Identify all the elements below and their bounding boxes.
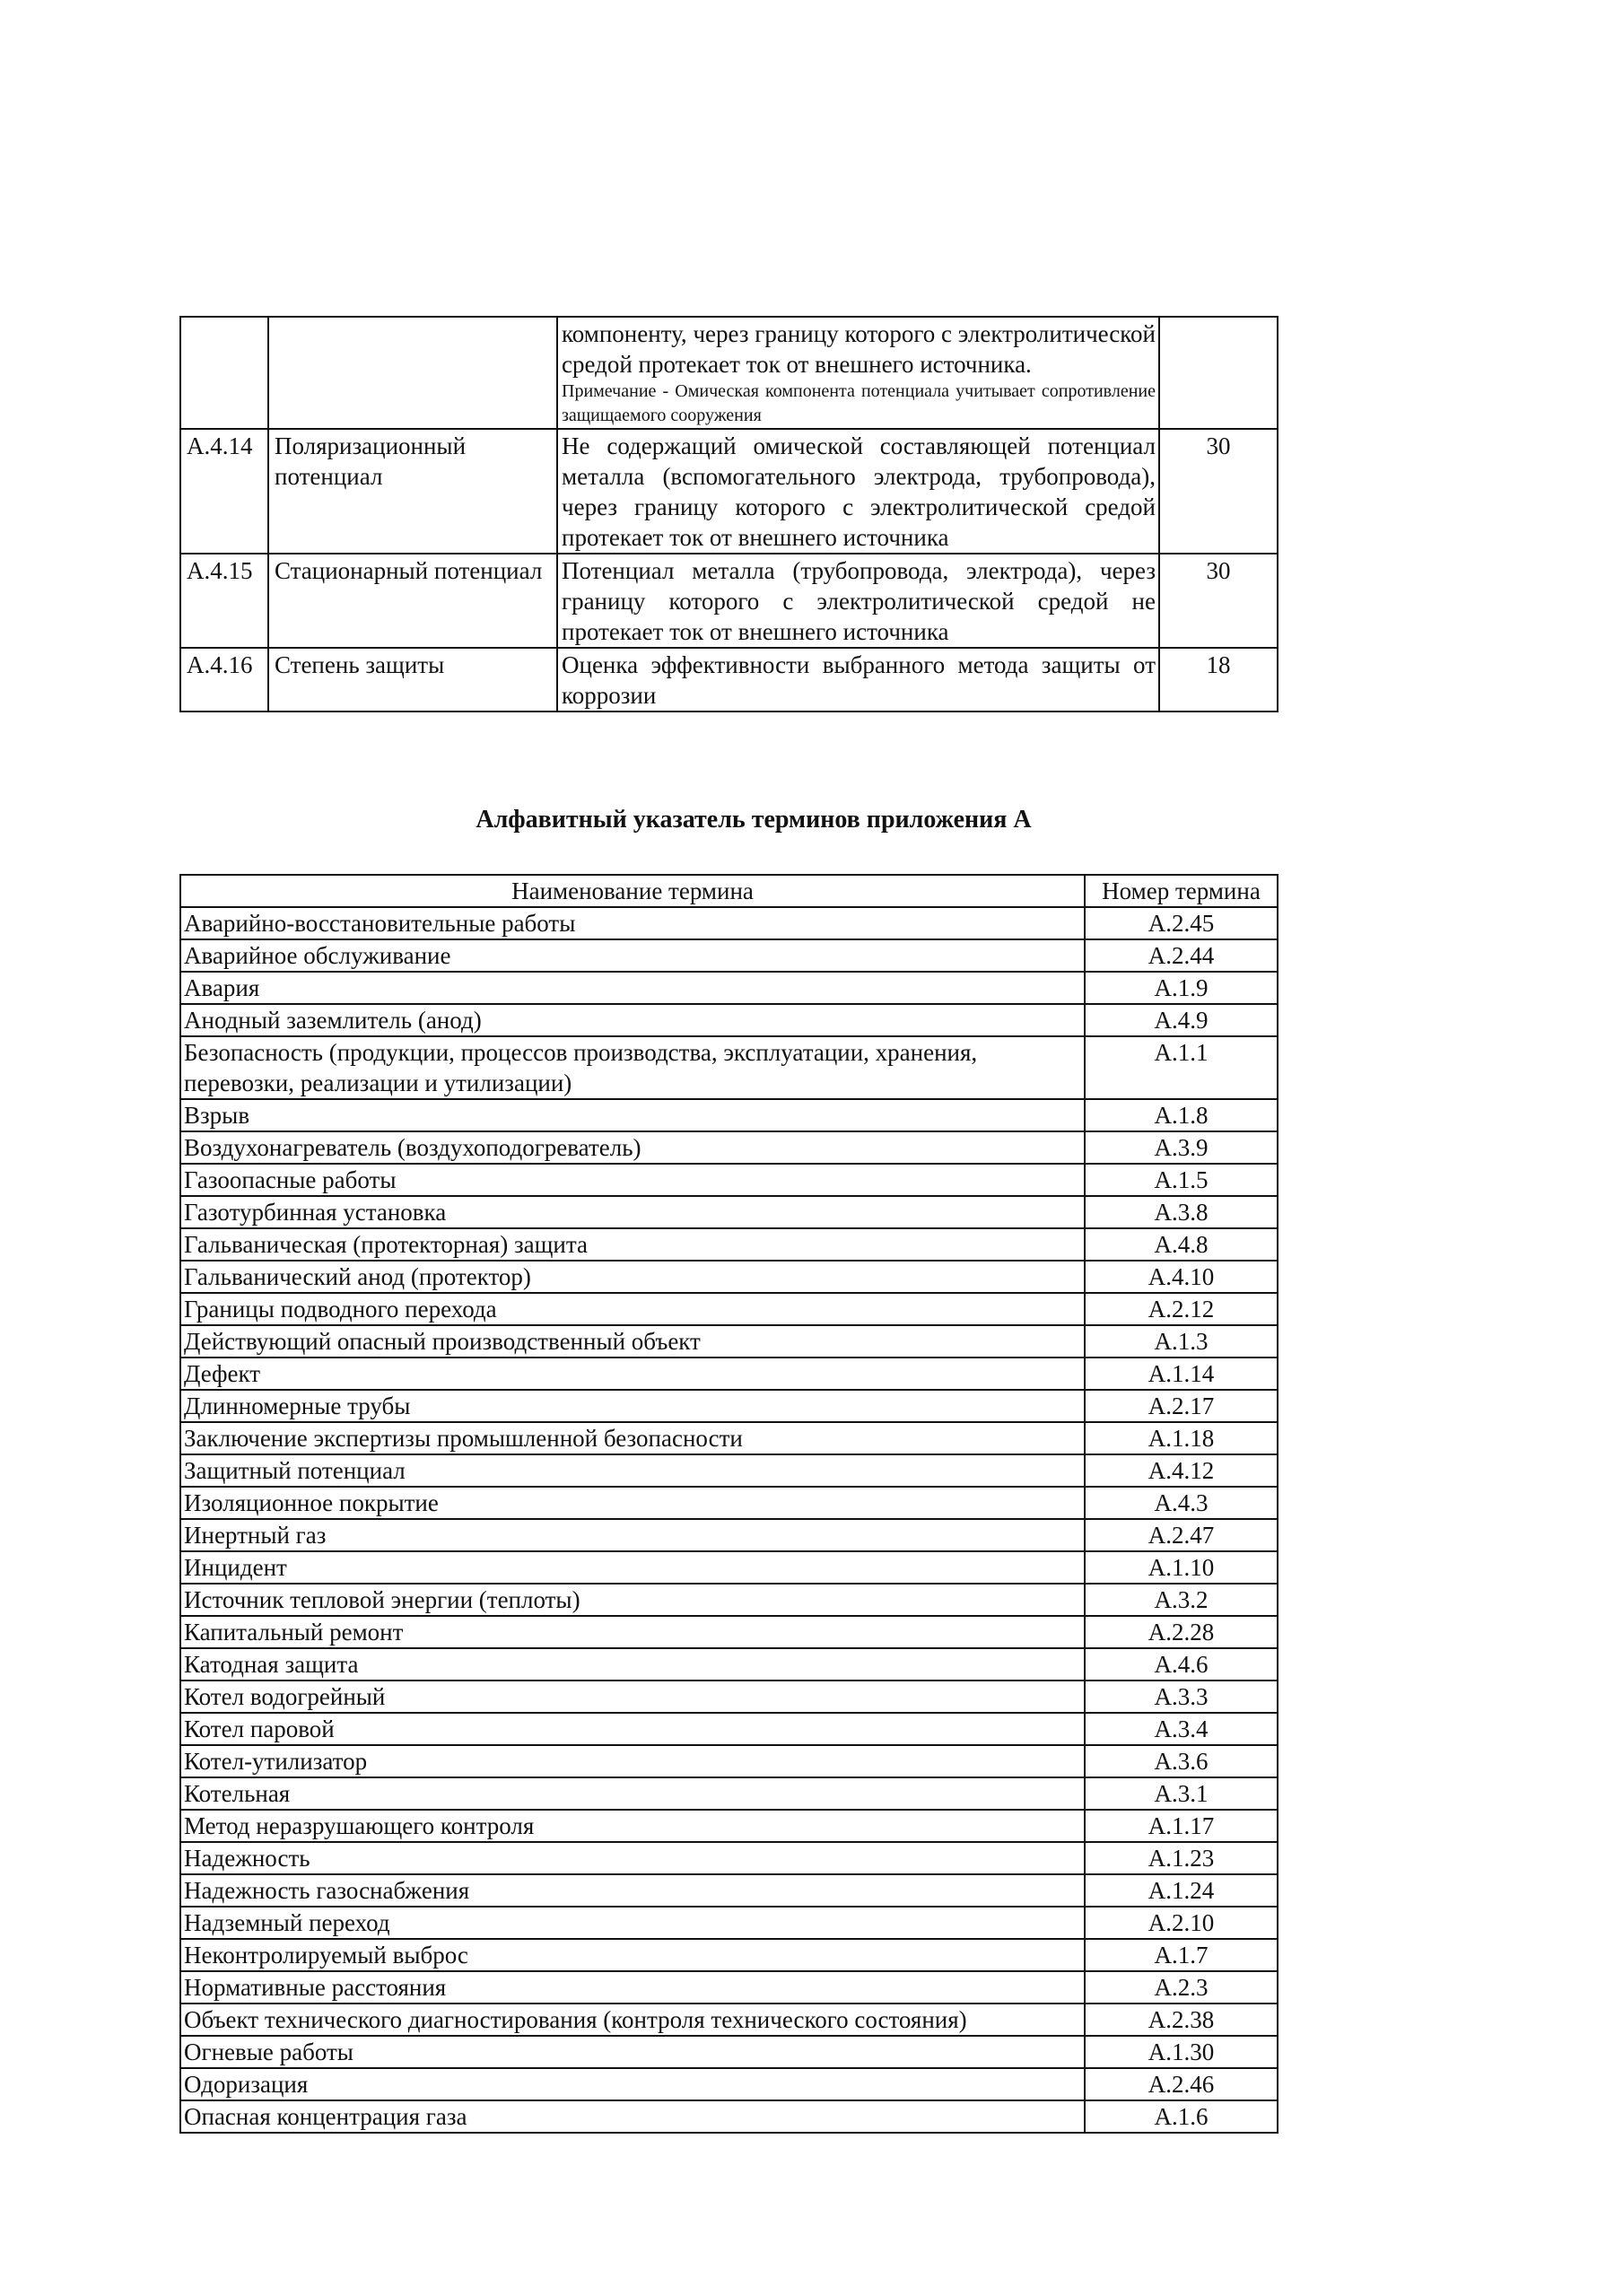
term-definition-cell — [557, 317, 1159, 429]
index-term-code: А.2.10 — [1085, 1907, 1278, 1939]
index-row — [180, 1325, 1278, 1358]
index-term-name: Изоляционное покрытие — [180, 1487, 1085, 1519]
index-term-name: Аварийное обслуживание — [180, 939, 1085, 972]
term-name: Стационарный потенциал — [268, 554, 557, 648]
index-term-code: А.1.17 — [1085, 1810, 1278, 1842]
index-row — [180, 1810, 1278, 1842]
index-term-code: А.3.1 — [1085, 1777, 1278, 1810]
index-header-row — [180, 875, 1278, 907]
index-term-name: Гальваническая (протекторная) защита — [180, 1228, 1085, 1261]
index-row — [180, 1939, 1278, 1971]
index-row — [180, 1745, 1278, 1777]
index-row — [180, 2036, 1278, 2068]
index-term-name: Воздухонагреватель (воздухоподогреватель) — [180, 1131, 1085, 1164]
index-term-code: А.3.4 — [1085, 1713, 1278, 1745]
index-term-code: А.1.10 — [1085, 1551, 1278, 1584]
term-reference — [1159, 317, 1278, 429]
index-row — [180, 907, 1278, 939]
index-term-name: Котел водогрейный — [180, 1681, 1085, 1713]
term-row — [180, 429, 1278, 554]
index-term-code: А.2.44 — [1085, 939, 1278, 972]
index-row — [180, 1228, 1278, 1261]
index-row — [180, 1036, 1278, 1099]
index-term-name: Неконтролируемый выброс — [180, 1939, 1085, 1971]
index-row — [180, 1971, 1278, 2004]
term-number — [180, 317, 268, 429]
index-term-name: Длинномерные трубы — [180, 1390, 1085, 1422]
index-term-name: Авария — [180, 972, 1085, 1004]
index-term-name: Надежность — [180, 1842, 1085, 1874]
term-definition: компоненту, через границу которого с электролитической средой протекает ток от внешнего источника. — [562, 320, 1156, 378]
index-term-code: А.1.5 — [1085, 1164, 1278, 1196]
index-term-code: А.1.8 — [1085, 1099, 1278, 1131]
index-term-code: А.2.47 — [1085, 1519, 1278, 1551]
index-term-name: Инцидент — [180, 1551, 1085, 1584]
index-row — [180, 1648, 1278, 1681]
index-term-name: Котел паровой — [180, 1713, 1085, 1745]
index-term-code: А.4.12 — [1085, 1454, 1278, 1487]
index-row — [180, 1713, 1278, 1745]
index-term-name: Газотурбинная установка — [180, 1196, 1085, 1228]
index-term-code: А.3.9 — [1085, 1131, 1278, 1164]
index-term-code: А.3.8 — [1085, 1196, 1278, 1228]
index-term-code: А.4.6 — [1085, 1648, 1278, 1681]
index-row — [180, 1907, 1278, 1939]
index-row — [180, 1842, 1278, 1874]
index-term-code: А.1.9 — [1085, 972, 1278, 1004]
index-row — [180, 1584, 1278, 1616]
index-term-code: А.4.8 — [1085, 1228, 1278, 1261]
index-term-name: Инертный газ — [180, 1519, 1085, 1551]
index-row — [180, 1681, 1278, 1713]
index-term-name: Границы подводного перехода — [180, 1293, 1085, 1325]
index-term-name: Огневые работы — [180, 2036, 1085, 2068]
index-row — [180, 1261, 1278, 1293]
index-term-name: Безопасность (продукции, процессов производства, эксплуатации, хранения, перевозки, реализации и утилизации) — [180, 1036, 1085, 1099]
index-row — [180, 1874, 1278, 1907]
term-row — [180, 554, 1278, 648]
index-row — [180, 1487, 1278, 1519]
index-row — [180, 1099, 1278, 1131]
index-term-name: Аварийно-восстановительные работы — [180, 907, 1085, 939]
term-row — [180, 648, 1278, 711]
index-row — [180, 1390, 1278, 1422]
index-header-name: Наименование термина — [180, 875, 1085, 907]
term-reference: 30 — [1159, 429, 1278, 554]
term-reference: 18 — [1159, 648, 1278, 711]
index-row — [180, 1164, 1278, 1196]
index-term-name: Опасная концентрация газа — [180, 2100, 1085, 2133]
index-term-code: А.1.7 — [1085, 1939, 1278, 1971]
index-term-code: А.3.6 — [1085, 1745, 1278, 1777]
index-term-name: Котел-утилизатор — [180, 1745, 1085, 1777]
term-definition: Потенциал металла (трубопровода, электрода), через границу которого с электролитической средой не протекает ток от внешнего источника — [557, 554, 1159, 648]
term-reference: 30 — [1159, 554, 1278, 648]
index-term-code: А.1.18 — [1085, 1422, 1278, 1454]
index-term-code: А.3.2 — [1085, 1584, 1278, 1616]
index-term-name: Катодная защита — [180, 1648, 1085, 1681]
index-term-name: Анодный заземлитель (анод) — [180, 1004, 1085, 1036]
index-term-name: Гальванический анод (протектор) — [180, 1261, 1085, 1293]
term-name — [268, 317, 557, 429]
term-number: А.4.14 — [180, 429, 268, 554]
index-term-code: А.1.3 — [1085, 1325, 1278, 1358]
index-term-code: А.2.28 — [1085, 1616, 1278, 1648]
index-term-name: Надежность газоснабжения — [180, 1874, 1085, 1907]
index-term-name: Надземный переход — [180, 1907, 1085, 1939]
index-term-code: А.4.3 — [1085, 1487, 1278, 1519]
index-term-code: А.1.14 — [1085, 1358, 1278, 1390]
index-row — [180, 1358, 1278, 1390]
index-row — [180, 1454, 1278, 1487]
index-term-code: А.1.6 — [1085, 2100, 1278, 2133]
index-term-code: А.1.24 — [1085, 1874, 1278, 1907]
index-term-name: Взрыв — [180, 1099, 1085, 1131]
index-term-code: А.1.23 — [1085, 1842, 1278, 1874]
term-number: А.4.16 — [180, 648, 268, 711]
index-term-name: Одоризация — [180, 2068, 1085, 2100]
index-row — [180, 1293, 1278, 1325]
index-term-code: А.2.12 — [1085, 1293, 1278, 1325]
index-row — [180, 2068, 1278, 2100]
index-row — [180, 939, 1278, 972]
index-header-code: Номер термина — [1085, 875, 1278, 907]
index-term-name: Защитный потенциал — [180, 1454, 1085, 1487]
term-definition: Оценка эффективности выбранного метода защиты от коррозии — [557, 648, 1159, 711]
index-term-code: А.2.38 — [1085, 2004, 1278, 2036]
term-note: Примечание - Омическая компонента потенциала учитывает сопротивление защищаемого сооружения — [562, 381, 1156, 425]
index-heading: Алфавитный указатель терминов приложения А — [476, 806, 1032, 834]
index-term-code: А.2.46 — [1085, 2068, 1278, 2100]
index-term-name: Объект технического диагностирования (контроля технического состояния) — [180, 2004, 1085, 2036]
term-definition: Не содержащий омической составляющей потенциал металла (вспомогательного электрода, трубопровода), через границу которого с электролитической средой протекает ток от внешнего источника — [557, 429, 1159, 554]
index-row — [180, 2100, 1278, 2133]
index-term-name: Заключение экспертизы промышленной безопасности — [180, 1422, 1085, 1454]
index-term-name: Нормативные расстояния — [180, 1971, 1085, 2004]
term-name: Степень защиты — [268, 648, 557, 711]
term-row — [180, 317, 1278, 429]
index-row — [180, 1131, 1278, 1164]
index-row — [180, 1616, 1278, 1648]
index-term-name: Источник тепловой энергии (теплоты) — [180, 1584, 1085, 1616]
index-term-code: А.4.10 — [1085, 1261, 1278, 1293]
index-term-name: Дефект — [180, 1358, 1085, 1390]
index-row — [180, 1004, 1278, 1036]
index-term-name: Капитальный ремонт — [180, 1616, 1085, 1648]
index-row — [180, 1519, 1278, 1551]
index-row — [180, 2004, 1278, 2036]
index-row — [180, 1422, 1278, 1454]
index-row — [180, 1777, 1278, 1810]
index-term-code: А.2.45 — [1085, 907, 1278, 939]
index-term-name: Котельная — [180, 1777, 1085, 1810]
index-term-name: Газоопасные работы — [180, 1164, 1085, 1196]
index-row — [180, 1196, 1278, 1228]
term-name: Поляризационный потенциал — [268, 429, 557, 554]
index-term-code: А.2.3 — [1085, 1971, 1278, 2004]
index-row — [180, 1551, 1278, 1584]
index-term-code: А.3.3 — [1085, 1681, 1278, 1713]
index-term-name: Действующий опасный производственный объект — [180, 1325, 1085, 1358]
index-term-code: А.1.1 — [1085, 1036, 1278, 1099]
index-table — [179, 874, 1278, 2134]
terms-table — [179, 316, 1278, 712]
index-term-code: А.2.17 — [1085, 1390, 1278, 1422]
index-term-name: Метод неразрушающего контроля — [180, 1810, 1085, 1842]
index-row — [180, 972, 1278, 1004]
index-term-code: А.4.9 — [1085, 1004, 1278, 1036]
term-number: А.4.15 — [180, 554, 268, 648]
index-term-code: А.1.30 — [1085, 2036, 1278, 2068]
